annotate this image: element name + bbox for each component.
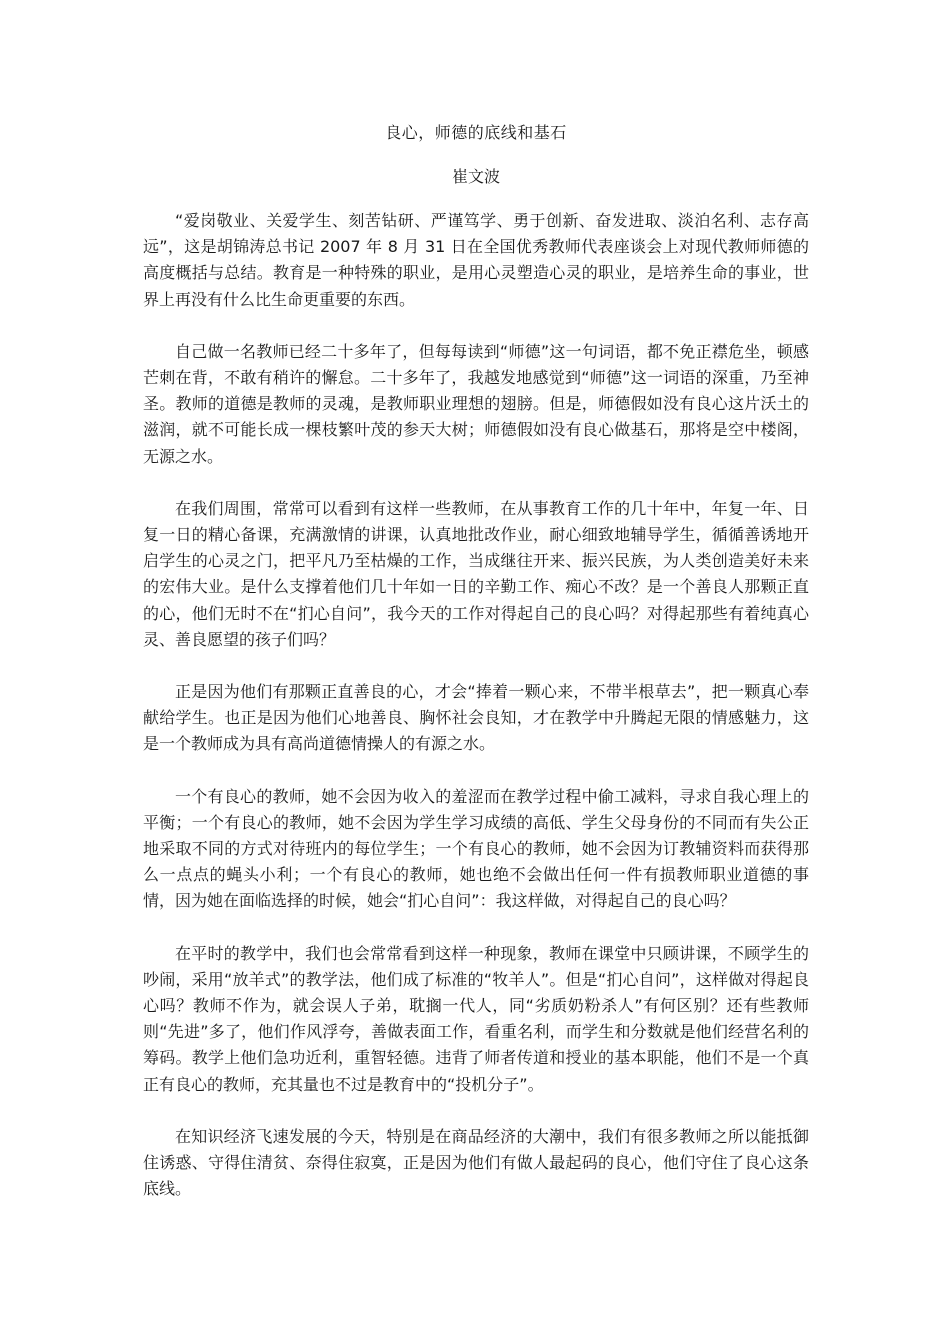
document-title: 良心，师德的底线和基石 — [385, 123, 567, 142]
paragraph-2: 自己做一名教师已经二十多年了，但每每读到“师德”这一句词语，都不免正襟危坐，顿感芒刺在背，不敢有稍许的懈怠。二十多年了，我越发地感觉到“师德”这一词语的深重，乃至神圣。教师的道德是教师的灵魂，是教师职业理想的翅膀。但是，师德假如没有良心这片沃土的滋润，就不可能长成一棵枝繁叶茂的参天大树；师德假如没有良心做基石，那将是空中楼阁，无源之水。 — [143, 341, 809, 466]
paragraph-1: “爱岗敬业、关爱学生、刻苦钻研、严谨笃学、勇于创新、奋发进取、淡泊名利、志存高远”，这是胡锦涛总书记 2007 年 8 月 31 日在全国优秀教师代表座谈会上对现代教师师德的高度概括与总结。教育是一种特殊的职业，是用心灵塑造心灵的职业，是培养生命的事业，世界上再没有什么比生命更重要的东西。 — [143, 211, 809, 309]
paragraph-7: 在知识经济飞速发展的今天，特别是在商品经济的大潮中，我们有很多教师之所以能抵御住诱惑、守得住清贫、奈得住寂寞，正是因为他们有做人最起码的良心，他们守住了良心这条底线。 — [143, 1126, 809, 1199]
document-author: 崔文波 — [451, 167, 500, 186]
paragraph-6: 在平时的教学中，我们也会常常看到这样一种现象，教师在课堂中只顾讲课，不顾学生的吵闹，采用“放羊式”的教学法，他们成了标准的“牧羊人”。但是“扪心自问”，这样做对得起良心吗？教师不作为，就会误人子弟，耽搁一代人，同“劣质奶粉杀人”有何区别？还有些教师则“先进”多了，他们作风浮夸，善做表面工作，看重名利，而学生和分数就是他们经营名利的筹码。教学上他们急功近利，重智轻德。违背了师者传道和授业的基本职能，他们不是一个真正有良心的教师，充其量也不过是教育中的“投机分子”。 — [143, 943, 809, 1094]
paragraph-4: 正是因为他们有那颗正直善良的心，才会“捧着一颗心来，不带半根草去”，把一颗真心奉献给学生。也正是因为他们心地善良、胸怀社会良知，才在教学中升腾起无限的情感魅力，这是一个教师成为具有高尚道德情操人的有源之水。 — [143, 682, 809, 754]
paragraph-5: 一个有良心的教师，她不会因为收入的羞涩而在教学过程中偷工减料，寻求自我心理上的平衡；一个有良心的教师，她不会因为学生学习成绩的高低、学生父母身份的不同而有失公正地采取不同的方式对待班内的每位学生；一个有良心的教师，她不会因为订教辅资料而获得那么一点点的蝇头小利；一个有良心的教师，她也绝不会做出任何一件有损教师职业道德的事情，因为她在面临选择的时候，她会“扪心自问”：我这样做，对得起自己的良心吗？ — [143, 786, 809, 911]
paragraph-3: 在我们周围，常常可以看到有这样一些教师，在从事教育工作的几十年中，年复一年、日复一日的精心备课，充满激情的讲课，认真地批改作业，耐心细致地辅导学生，循循善诱地开启学生的心灵之门，把平凡乃至枯燥的工作，当成继往开来、振兴民族，为人类创造美好未来的宏伟大业。是什么支撑着他们几十年如一日的辛勤工作、痴心不改？是一个善良人那颗正直的心，他们无时不在“扪心自问”，我今天的工作对得起自己的良心吗？对得起那些有着纯真心灵、善良愿望的孩子们吗？ — [143, 498, 809, 649]
document-page — [143, 120, 809, 1229]
